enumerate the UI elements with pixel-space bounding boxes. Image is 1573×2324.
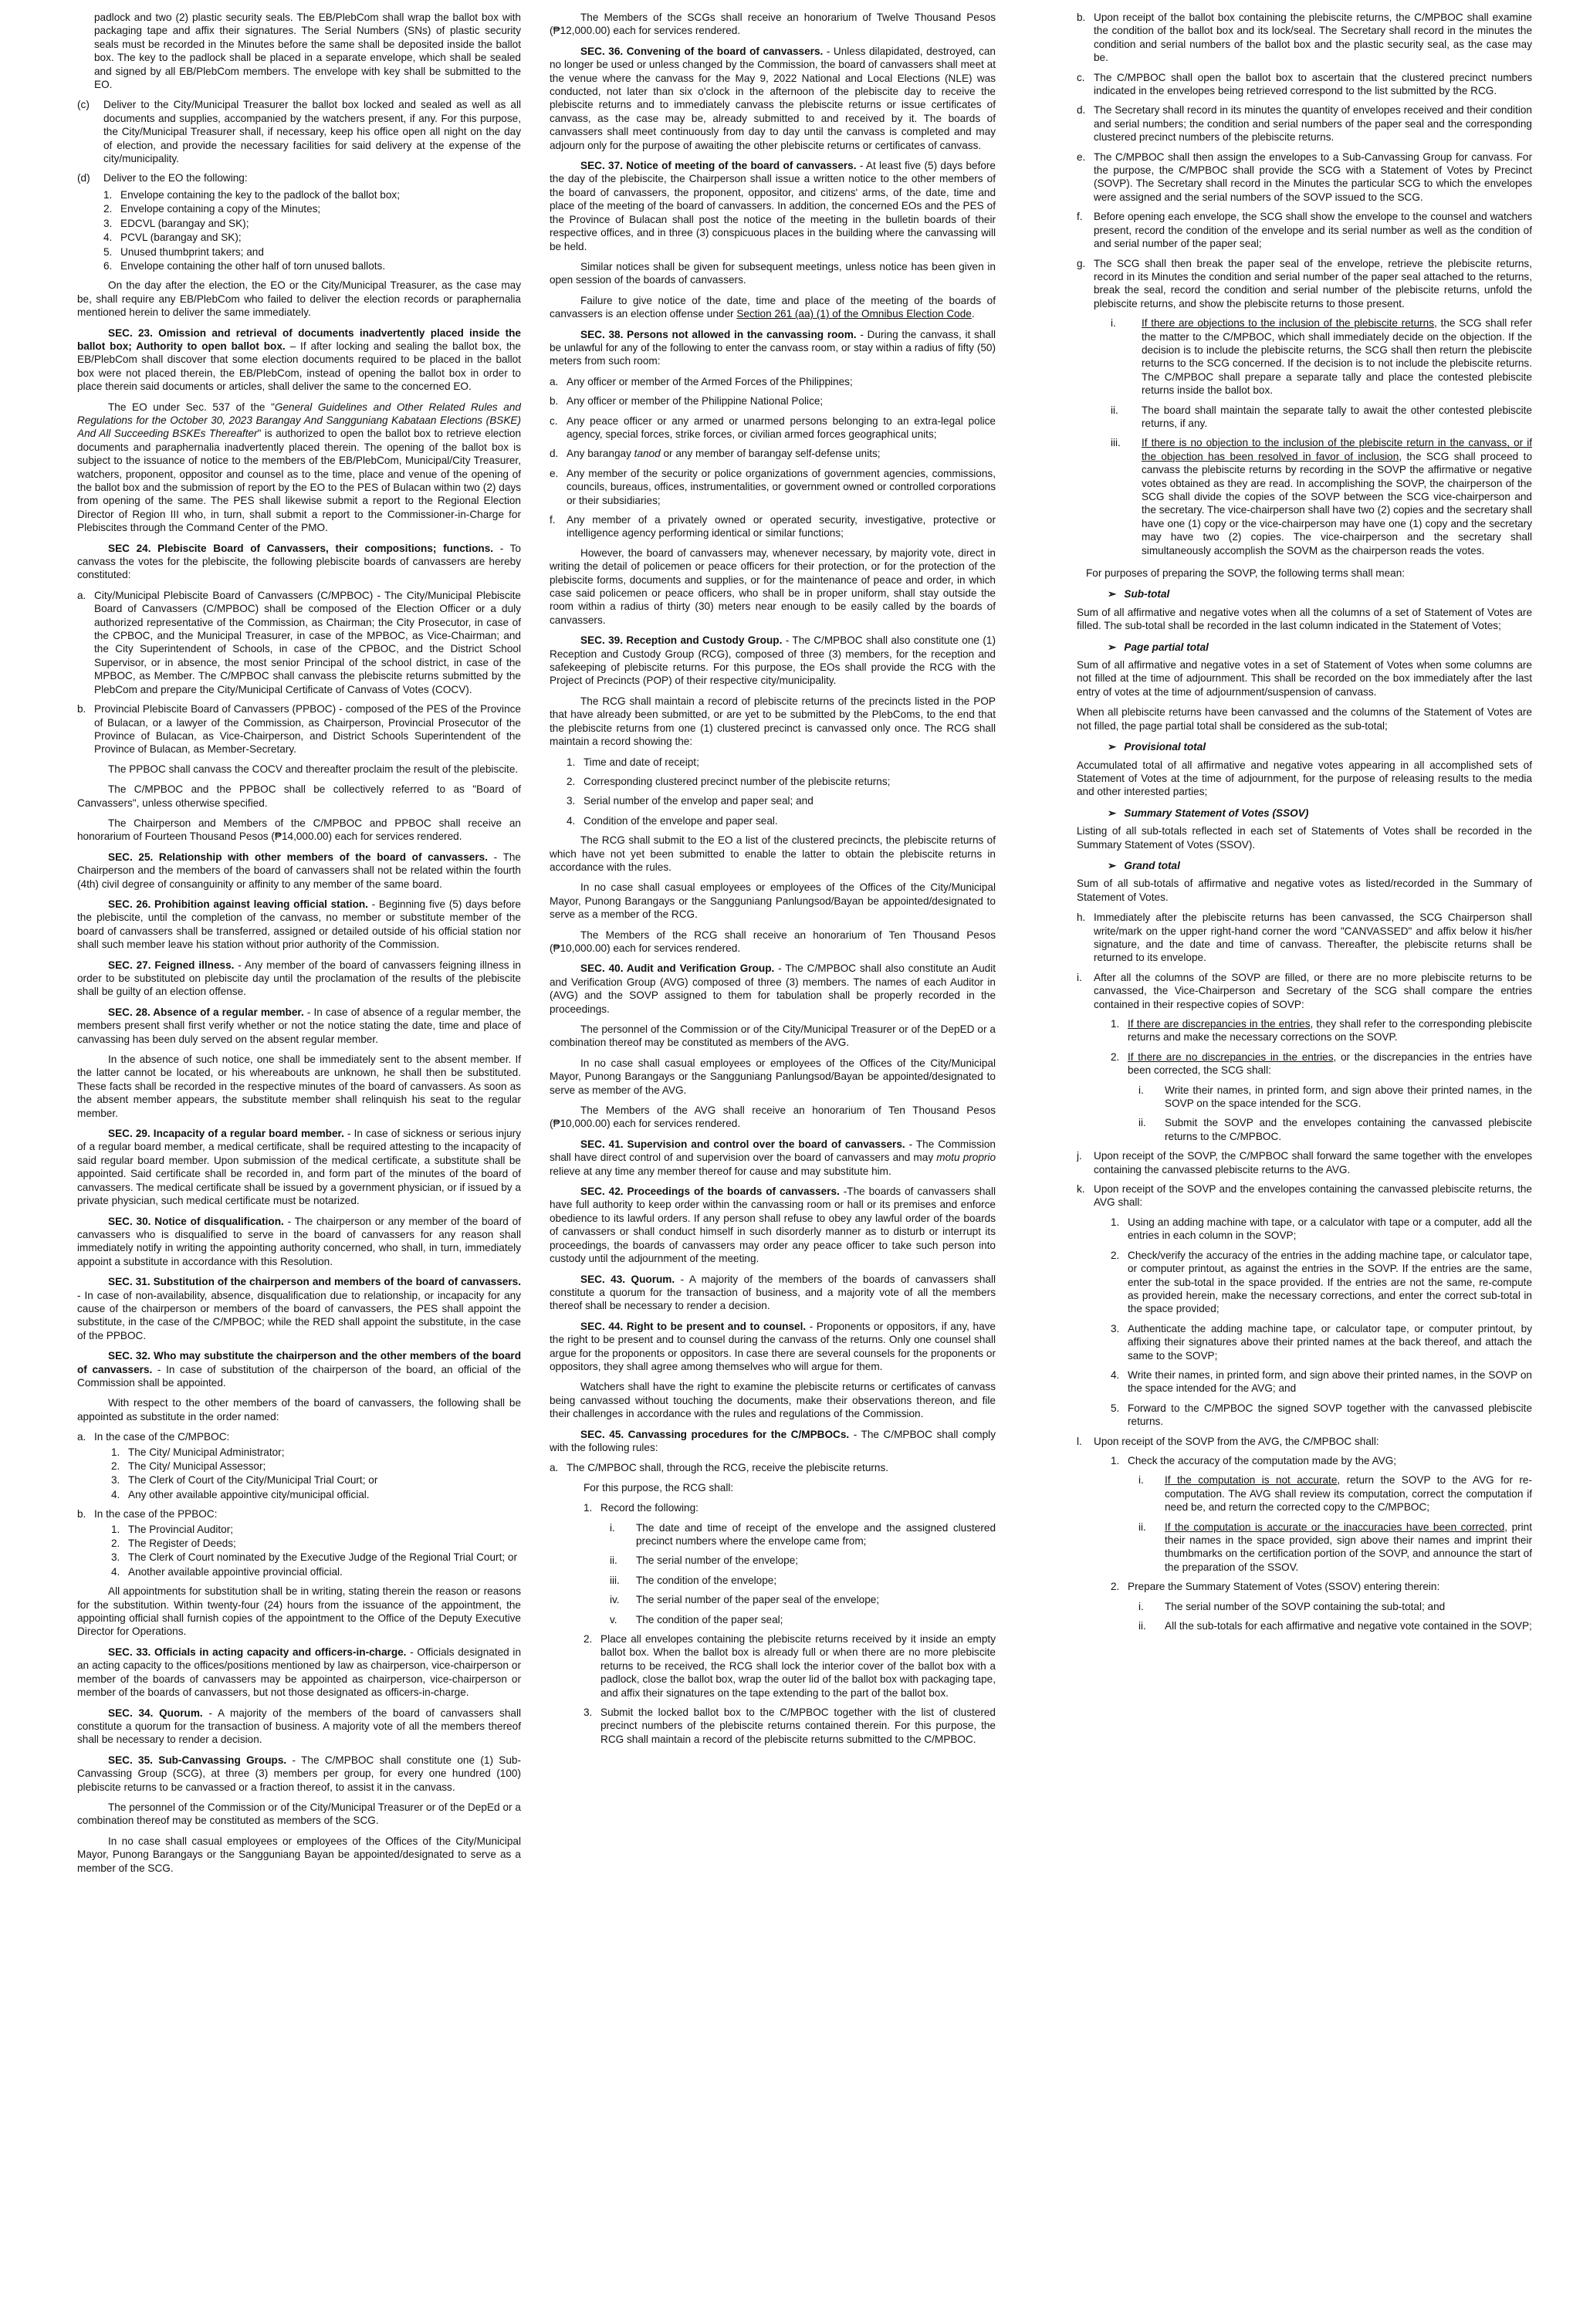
substitute-list-cmpboc	[111, 1446, 521, 1502]
list-item: 2. If there are no discrepancies in the entries, or the discrepancies in the entries have been corrected, the SCG shall:	[1111, 1050, 1532, 1077]
paragraph: padlock and two (2) plastic security seals. The EB/PlebCom shall wrap the ballot box with packaging tape and affix their signatures. The Serial Numbers (SNs) of plastic security seals must be recorded in the Minutes before the same shall be deposited inside the ballot box. The key to the padlock shall be placed in a separate envelope, which shall be sealed and signed by all EB/PlebCom members. The envelope with key shall be submitted to the EO.	[94, 12, 521, 91]
term-definition: Sum of all affirmative and negative votes when all the columns of a set of Statement of Votes are filled. The sub-total shall be recorded in the last column indicated in the Statement of Votes;	[1077, 606, 1532, 632]
list-item: 3. Authenticate the adding machine tape, or calculator tape, or computer printout, by affixing their signatures above their printed names at the back thereof, and attach the same to the SOVP;	[1111, 1322, 1532, 1362]
list-item: f. Any member of a privately owned or operated security, investigative, protective or intelligence agency performing identical or similar functions;	[550, 514, 996, 540]
list-item: 1. Check the accuracy of the computation made by the AVG;	[1111, 1454, 1397, 1466]
section-25: SEC. 25. Relationship with other members of the board of canvassers. - The Chairperson and the members of the board of canvassers shall not be related within the fourth (4th) civil degree of consanguinity or affinity to any member of the same board.	[77, 851, 521, 890]
list-item: d. The Secretary shall record in its minutes the quantity of envelopes received and their condition and serial numbers; the condition and serial numbers of the paper seal and the corresponding clustered precinct numbers of the plebiscite returns.	[1077, 104, 1532, 144]
list-item: e. The C/MPBOC shall then assign the envelopes to a Sub-Canvassing Group for canvass. For the purpose, the C/MPBOC shall provide the SCG with a Statement of Votes by Precinct (SOVP). The Secretary shall record in the Minutes the particular SCG to which the envelopes were assigned and the serial numbers of the SOVP issued to the SCG.	[1077, 151, 1532, 203]
section-24: SEC 24. Plebiscite Board of Canvassers, their compositions; functions. - To canvass the votes for the plebiscite, the following plebiscite boards of canvassers are hereby constituted:	[77, 542, 521, 581]
paragraph: In the absence of such notice, one shall be immediately sent to the absent member. If the latter cannot be located, or his whereabouts are unknown, he shall then be substituted. These facts shall be recorded in the respective minutes of the board of canvassers. As soon as the absent member appears, the substitute member shall relinquish his seat to the regular member.	[77, 1054, 521, 1119]
column-right	[1077, 11, 1532, 2316]
list-item: 4. Condition of the envelope and paper seal.	[567, 814, 778, 827]
section-38: SEC. 38. Persons not allowed in the canvassing room. - During the canvass, it shall be unlawful for any of the following to enter the canvass room, or stay within a radius of fifty (50) meters from such room:	[550, 328, 996, 367]
list-item: iii. If there is no objection to the inclusion of the plebiscite return in the canvass, or if the objection has been resolved in favor of inclusion, the SCG shall proceed to canvass the plebiscite returns by recording in the SOVP the affirmative or negative votes obtained as they are read. In accomplishing the SOVP, the chairperson of the SCG shall divide the copies of the SOVP between the SCG vice-chairperson and the secretary. The vice-chairperson shall have two (2) copies and the secretary shall have one (1) copy or the vice-chairperson may have one (1) copy and the secretary may have two (2) copies. The vice-chairperson and the secretary shall simultaneously accomplish the SOVM as the chairperson reads the votes.	[1111, 437, 1532, 556]
list-item: 4. Another available appointive provincial official.	[111, 1565, 343, 1578]
section-36: SEC. 36. Convening of the board of canvassers. - Unless dilapidated, destroyed, can no longer be used or unless changed by the Commission, the board of canvassers shall meet at the venue where the canvass for the May 9, 2022 National and Local Elections (NLE) was conducted, not later than six o'clock in the afternoon of the plebiscite day to receive the plebiscite returns and to immediately canvass the plebiscite returns or issue certificates of canvass, as the case may be, already submitted to and received by it. The boards of canvassers shall meet continuously from day to day until the canvass is completed and may adjourn only for the purpose of awaiting the other plebiscite returns or certificates of canvass.	[550, 45, 996, 151]
paragraph: The Members of the AVG shall receive an honorarium of Ten Thousand Pesos (₱10,000.00) each for services rendered.	[550, 1104, 996, 1130]
list-item: i. The date and time of receipt of the envelope and the assigned clustered precinct numbers where the envelope came from;	[610, 1521, 996, 1547]
term-heading: ➢ Page partial total	[1108, 641, 1209, 653]
paragraph: In no case shall casual employees or employees of the Offices of the City/Municipal Mayor, Punong Barangays or the Sangguniang Panlungsod/Bayan be appointed/designated to serve as a member of the RCG.	[550, 881, 996, 921]
list-item: v. The condition of the paper seal;	[610, 1613, 783, 1625]
list-item: 3. Serial number of the envelop and paper seal; and	[567, 795, 814, 807]
paragraph: In no case shall casual employees or employees of the Offices of the City/Municipal Mayor, Punong Barangays or the Sangguniang Panlungsod/Bayan be appointed/designated to serve as member of the AVG.	[550, 1057, 996, 1096]
list-item: 2. Prepare the Summary Statement of Votes (SSOV) entering therein:	[1111, 1581, 1440, 1593]
column-left	[77, 11, 521, 2316]
list-item: c. The C/MPBOC shall open the ballot box to ascertain that the clustered precinct numbers indicated in the envelopes being retrieved correspond to the list submitted by the RCG.	[1077, 71, 1532, 97]
section-42: SEC. 42. Proceedings of the boards of canvassers. -The boards of canvassers shall have full authority to keep order within the canvassing room or hall or its premises and enforce obedience to its lawful orders. If any person shall refuse to obey any lawful order of the boards of canvassers or shall conduct himself in such disorderly manner as to disturb or interrupt its proceedings, the boards of canvassers may order any peace officer to take such person into custody until the adjournment of the meeting.	[550, 1186, 996, 1265]
term-definition: When all plebiscite returns have been canvassed and the columns of the Statement of Votes are not filled, the page partial total shall be considered as the sub-total;	[1077, 706, 1532, 732]
section-37: SEC. 37. Notice of meeting of the board of canvassers. - At least five (5) days before the day of the plebiscite, the Chairperson shall issue a written notice to the other members of the board of canvassers, the proponent, oppositor, and citizens' arms, of the date, time and place of the meeting of the board of canvassers. In addition, the concerned EOs and the PES of the Province of Bulacan shall post the notice of the meeting in the bulletin boards of their respective offices, and in three (3) conspicuous places in the building where the canvassing will be held.	[550, 160, 996, 252]
list-item: a. Any officer or member of the Armed Forces of the Philippines;	[550, 375, 853, 387]
list-item: a. City/Municipal Plebiscite Board of Canvassers (C/MPBOC) - The City/Municipal Plebiscite Board of Canvassers (C/MPBOC) shall be composed of the Election Officer or a duly authorized representative of the Commission, as Chairman; the City Prosecutor, in case of the CPBOC, and the Municipal Treasurer, in case of the MPBOC, as Vice-Chairman; and the City Superintendent of Schools, in case of the CPBOC, and the District School Supervisor, or in absence, the most senior Principal of the school district, in case of the MPBOC, as Member. The C/MPBOC shall canvass the plebiscite returns submitted by the PlebCom and prepare the City/Municipal Certificate of Canvass of Votes (COCV).	[77, 589, 521, 695]
list-item: i. Write their names, in printed form, and sign above their printed names, in the SOVP on the space intended for the SCG.	[1138, 1084, 1532, 1110]
column-middle	[550, 11, 996, 2316]
list-item: a. The C/MPBOC shall, through the RCG, receive the plebiscite returns.	[550, 1462, 889, 1474]
section-title: SEC 24. Plebiscite Board of Canvassers, their compositions; functions.	[108, 542, 494, 554]
paragraph: For purposes of preparing the SOVP, the following terms shall mean:	[1086, 567, 1406, 580]
section-34: SEC. 34. Quorum. - A majority of the members of the board of canvassers shall constitute a quorum for the transaction of business. A majority vote of all the members thereof shall be necessary to render a decision.	[77, 1707, 521, 1746]
list-item: b. Provincial Plebiscite Board of Canvassers (PPBOC) - composed of the PES of the Province of Bulacan, or a lawyer of the Commission, as Chairperson, Provincial Prosecutor of the Province of Bulacan, as Vice-Chairperson, and District Schools Superintendent of the Province of Bulacan, as Member-Secretary.	[77, 703, 521, 756]
list-item: i. If there are objections to the inclusion of the plebiscite returns, the SCG shall refer the matter to the C/MPBOC, which shall immediately decide on the objection. If the decision is to include the plebiscite returns, the SCG shall then return the plebiscite returns to the SCG concerned. If the decision is to not include the plebiscite returns. The C/MPBOC shall prepare a separate tally and place the contested plebiscite returns inside the ballot box.	[1111, 317, 1532, 397]
paragraph: Similar notices shall be given for subsequent meetings, unless notice has been given in open session of the boards of canvassers.	[550, 260, 996, 286]
section-30: SEC. 30. Notice of disqualification. - The chairperson or any member of the board of canvassers who is disqualified to serve in the board of canvassers for any reason shall immediately notify in writing the appointing authority concerned, who shall, in turn, immediately appoint a substitute in accordance with this Resolution.	[77, 1215, 521, 1267]
list-item: iii. The condition of the envelope;	[610, 1574, 777, 1586]
section-40: SEC. 40. Audit and Verification Group. - The C/MPBOC shall also constitute an Audit and Verification Group (AVG) composed of three (3) members. The names of each Auditor in (AVG) and the SOVP assigned to them for tabulation shall be properly recorded in the proceedings.	[550, 962, 996, 1015]
term-heading: ➢ Grand total	[1108, 859, 1180, 871]
term-definition: Accumulated total of all affirmative and negative votes appearing in all accomplished sets of Statement of Votes at the time of adjournment, for the purpose of releasing results to the media and other interested parties;	[1077, 759, 1532, 798]
paragraph: The Members of the SCGs shall receive an honorarium of Twelve Thousand Pesos (₱12,000.00) each for services rendered.	[550, 12, 996, 37]
list-item: 1. Using an adding machine with tape, or a calculator with tape or a computer, add all the entries in each column in the SOVP;	[1111, 1216, 1532, 1242]
term-definition: Sum of all affirmative and negative votes in a set of Statement of Votes when some columns are not filled at the time of adjournment. This shall be recorded on the box immediately after the last entry of votes at the time of adjournment/suspension of canvass.	[1077, 659, 1532, 698]
term-definition: Sum of all sub-totals of affirmative and negative votes as listed/recorded in the Summary of Statement of Votes.	[1077, 878, 1532, 903]
list-item: iv. The serial number of the paper seal of the envelope;	[610, 1594, 880, 1606]
list-item	[77, 171, 521, 184]
paragraph: The personnel of the Commission or of the City/Municipal Treasurer or of the DepEd or a combination thereof may be constituted as members of the SCG.	[77, 1801, 521, 1827]
paragraph: However, the board of canvassers may, whenever necessary, by majority vote, direct in writing the detail of policemen or peace officers for their protection, or for the protection of the plebiscite forms, documents and supplies, or for the maintenance of peace and order, in which case said policemen or peace officers, who shall be in proper uniform, shall stay outside the room within a radius of thirty (30) meters near enough to be easily called by the boards of canvassers.	[550, 546, 996, 626]
section-29: SEC. 29. Incapacity of a regular board member. - In case of sickness or serious injury of a regular board member, a medical certificate, shall be required attesting to the incapacity of said regular board member. Upon submission of the medical certificate, a substitute shall be appointed. Said certificate shall be recorded in, and form part of the minutes of the board of canvassers. The medical certificate shall be issued by a government physician, or if issued by a private physician, such medical certificate must be notarized.	[77, 1128, 521, 1207]
arrow-bullet-icon: ➢	[1108, 859, 1117, 871]
section-28: SEC. 28. Absence of a regular member. - In case of absence of a regular member, the members present shall first verify whether or not the notice stating the date, time and place of canvassing has been duly served on the absent regular member.	[77, 1006, 521, 1045]
term-heading: ➢ Provisional total	[1108, 741, 1206, 753]
list-item: b. Any officer or member of the Philippine National Police;	[550, 395, 824, 408]
section-31: SEC. 31. Substitution of the chairperson and members of the board of canvassers. - In case of non-availability, absence, disqualification due to relationship, or incapacity for any cause of the chairperson or members of the board of canvassers, the PES shall appoint the substitute, in the case of the C/MPBOC; while the RED shall appoint the substitute, in the case of the PPBOC.	[77, 1276, 521, 1341]
list-item: 1. The Provincial Auditor;	[111, 1523, 234, 1535]
section-23: SEC. 23. Omission and retrieval of documents inadvertently placed inside the ballot box; Authority to open ballot box. – If after locking and sealing the ballot box, the EB/PlebCom shall discover that some election documents required to be placed in the ballot box were not placed therein, the EB/PlebCom, instead of opening the ballot box in order to place therein said documents or articles, shall deliver the same to the concerned EO.	[77, 326, 521, 393]
paragraph: The Members of the RCG shall receive an honorarium of Ten Thousand Pesos (₱10,000.00) each for services rendered.	[550, 929, 996, 954]
paragraph: Watchers shall have the right to examine the plebiscite returns or certificates of canvass being canvassed without touching the documents, make their observations thereon, and file their challenges in accordance with the rules and regulations of the Commission.	[550, 1381, 996, 1420]
paragraph: For this purpose, the RCG shall:	[584, 1481, 734, 1494]
section-27: SEC. 27. Feigned illness. - Any member of the board of canvassers feigning illness in order to be substituted on plebiscite day until the proclamation of the results of the plebiscite shall be guilty of an election offense.	[77, 959, 521, 998]
list-item: 4. PCVL (barangay and SK);	[103, 232, 242, 244]
section-title: SEC. 23. Omission and retrieval of documents inadvertently placed inside the ballot box; Authority to open ballot box.	[77, 326, 521, 352]
item-marker: (c)	[77, 99, 90, 111]
list-item: b. Upon receipt of the ballot box containing the plebiscite returns, the C/MPBOC shall examine the condition of the ballot box and its lock/seal. The Secretary shall record in the minutes the condition and serial numbers of the ballot box and the plastic security seal, as the case may be.	[1077, 12, 1532, 64]
list-item: b. In the case of the PPBOC:	[77, 1508, 218, 1521]
section-35: SEC. 35. Sub-Canvassing Groups. - The C/MPBOC shall constitute one (1) Sub-Canvassing Group (SCG), at three (3) members per group, for every one hundred (100) plebiscite returns to be canvassed or a fraction thereof, to assist it in the canvass.	[77, 1754, 521, 1793]
list-item: j. Upon receipt of the SOVP, the C/MPBOC shall forward the same together with the envelopes containing the canvassed plebiscite returns to the AVG.	[1077, 1150, 1532, 1176]
section-39: SEC. 39. Reception and Custody Group. - The C/MPBOC shall also constitute one (1) Reception and Custody Group (RCG), composed of three (3) members, for the reception and safekeeping of plebiscite returns. For this purpose, the EOs shall provide the RCG with the Project of Precincts (POP) of their respective city/municipality.	[550, 634, 996, 687]
section-45: SEC. 45. Canvassing procedures for the C/MPBOCs. - The C/MPBOC shall comply with the following rules:	[550, 1428, 996, 1453]
item-text: Deliver to the City/Municipal Treasurer the ballot box locked and sealed as well as all documents and supplies, accompanied by the watchers present, if any. For this purpose, the City/Municipal Treasurer shall, if necessary, keep his office open all night on the day of election, and provide the necessary facilities for said delivery at the expense of the city/municipality.	[103, 99, 521, 165]
list-item: f. Before opening each envelope, the SCG shall show the envelope to the counsel and watchers present, record the condition of the envelope and its serial number as well as the condition of and serial number of the paper seal;	[1077, 211, 1532, 250]
substitute-list-ppboc	[111, 1523, 521, 1579]
paragraph: With respect to the other members of the board of canvassers, the following shall be appointed as substitute in the order named:	[77, 1397, 521, 1422]
list-item: 2. The Register of Deeds;	[111, 1537, 236, 1550]
list-item: g. The SCG shall then break the paper seal of the envelope, retrieve the plebiscite returns, record in its Minutes the condition and serial number of the paper seal attached to the returns, break the seal, record the condition and serial number of the plebiscite returns, unfold the plebiscite returns, and show the plebiscite returns to those present.	[1077, 257, 1532, 310]
list-item: 2. The City/ Municipal Assessor;	[111, 1460, 266, 1472]
term-heading: ➢ Sub-total	[1108, 588, 1170, 600]
list-item: k. Upon receipt of the SOVP and the envelopes containing the canvassed plebiscite returns, the AVG shall:	[1077, 1183, 1532, 1209]
avg-steps-list	[1111, 1216, 1532, 1429]
list-item: 1. The City/ Municipal Administrator;	[111, 1446, 285, 1458]
list-item: ii. Submit the SOVP and the envelopes containing the canvassed plebiscite returns to the C/MPBOC.	[1138, 1117, 1532, 1142]
delivery-list	[103, 188, 521, 272]
list-item: 1. Time and date of receipt;	[567, 756, 699, 768]
list-item: c. Any peace officer or any armed or unarmed persons belonging to an extra-legal police agency, special forces, strike forces, or civilian armed forces geographical units;	[550, 414, 996, 440]
paragraph: The C/MPBOC and the PPBOC shall be collectively referred to as "Board of Canvassers", unless otherwise specified.	[77, 783, 521, 809]
list-item: 1. Envelope containing the key to the padlock of the ballot box;	[103, 188, 400, 201]
list-item: 2. Check/verify the accuracy of the entries in the adding machine tape, or calculator tape, or computer printout, as against the entries in the SOVP. If the entries are the same, enter the sub-total in the space provided. If the entries are not the same, re-compute as provided herein, make the necessary corrections, and enter the correct sub-total in the space provided;	[1111, 1249, 1532, 1315]
paragraph: The personnel of the Commission or of the City/Municipal Treasurer or of the DepED or a combination thereof may be constituted as members of the AVG.	[550, 1023, 996, 1049]
section-43: SEC. 43. Quorum. - A majority of the members of the boards of canvassers shall constitute a quorum for the transaction of business, and a majority vote of all the members thereof shall be necessary to render a decision.	[550, 1273, 996, 1312]
list-item: 1. If there are discrepancies in the entries, they shall refer to the corresponding plebiscite returns and make the necessary corrections on the SOVP.	[1111, 1018, 1532, 1044]
list-item: h. Immediately after the plebiscite returns has been canvassed, the SCG Chairperson shall write/mark on the upper right-hand corner the word "CANVASSED" and affix below it his/her signature, and the date and time of canvass. Thereafter, the plebiscite returns shall be returned to its envelope.	[1077, 912, 1532, 964]
list-item: 2. Corresponding clustered precinct number of the plebiscite returns;	[567, 775, 891, 787]
arrow-bullet-icon: ➢	[1108, 641, 1117, 653]
list-item: 2. Place all envelopes containing the plebiscite returns received by it inside an empty ballot box. When the ballot box is already full or when there are no more plebiscite returns to be received, the RCG shall lock the interior cover of the ballot box with a padlock, close the ballot box, wrap the outer lid of the ballot box with packaging tape, and affix their signatures on the tape extending to the part of the ballot box.	[584, 1633, 996, 1699]
arrow-bullet-icon: ➢	[1108, 741, 1117, 753]
item-text: Deliver to the EO the following:	[103, 172, 248, 184]
list-item: 2. Envelope containing a copy of the Minutes;	[103, 203, 321, 215]
term-definition: Listing of all sub-totals reflected in each set of Statements of Votes shall be recorded in the Summary Statement of Votes (SSOV).	[1077, 825, 1532, 851]
list-item: 3. EDCVL (barangay and SK);	[103, 217, 249, 229]
arrow-bullet-icon: ➢	[1108, 588, 1117, 600]
item-marker: (d)	[77, 172, 90, 184]
section-33: SEC. 33. Officials in acting capacity and officers-in-charge. - Officials designated in an acting capacity to the offices/positions mentioned by law as chairperson, vice-chairperson or member of the boards of canvassers may be appointed as chairperson, vice-chairperson or member of the boards of canvassers, but not those designated as officers-in-charge.	[77, 1646, 521, 1699]
list-item: d. Any barangay tanod or any member of barangay self-defense units;	[550, 448, 881, 460]
paragraph: The RCG shall submit to the EO a list of the clustered precincts, the plebiscite returns of which have not yet been submitted to enable the latter to obtain the plebiscite returns in accordance with the rules.	[550, 834, 996, 873]
list-item: 1. Record the following:	[584, 1502, 699, 1514]
paragraph: On the day after the election, the EO or the City/Municipal Treasurer, as the case may be, shall require any EB/PlebCom who failed to deliver the election records or paraphernalia mentioned herein to deliver the same immediately.	[77, 279, 521, 319]
list-item: i. The serial number of the SOVP containing the sub-total; and	[1138, 1600, 1446, 1612]
arrow-bullet-icon: ➢	[1108, 807, 1117, 819]
list-item: 3. Submit the locked ballot box to the C/MPBOC together with the list of clustered precinct numbers of the plebiscite returns contained therein. For this purpose, the RCG shall maintain a record of the plebiscite returns submitted to the C/MPBOC.	[584, 1707, 996, 1745]
paragraph: Failure to give notice of the date, time and place of the meeting of the boards of canvassers is an election offense under Section 261 (aa) (1) of the Omnibus Election Code.	[550, 294, 996, 320]
list-item: ii. The serial number of the envelope;	[610, 1554, 799, 1567]
list-item: a. In the case of the C/MPBOC:	[77, 1431, 230, 1443]
list-item: 5. Unused thumbprint takers; and	[103, 245, 264, 258]
list-item: i. If the computation is not accurate, return the SOVP to the AVG for re-computation. The AVG shall review its computation, correct the computation if need be, and return the corrected copy to the C/MPBOC;	[1138, 1474, 1532, 1514]
section-41: SEC. 41. Supervision and control over the board of canvassers. - The Commission shall have direct control of and supervision over the board of canvassers and may motu proprio relieve at any time any member thereof for cause and may substitute him.	[550, 1138, 996, 1177]
term-heading: ➢ Summary Statement of Votes (SSOV)	[1108, 807, 1309, 819]
section-26: SEC. 26. Prohibition against leaving official station. - Beginning five (5) days before the plebiscite, until the completion of the canvass, no member or substitute member of the board of canvassers shall be transferred, assigned or detailed outside of his official station nor shall such member leave his station without prior authority of the Commission.	[77, 898, 521, 951]
rcg-record-list	[567, 756, 996, 828]
section-44: SEC. 44. Right to be present and to counsel. - Proponents or oppositors, if any, have the right to be present and to counsel during the canvass of the returns. Only one counsel shall argue for the proponents or oppositors. In case there are several counsels for the proponents or oppositors, they shall agree among themselves who will argue for them.	[550, 1320, 996, 1372]
paragraph: The EO under Sec. 537 of the "General Guidelines and Other Related Rules and Regulations for the October 30, 2023 Barangay And Sangguniang Kabataan Elections (BSKE) And All Succeeding BSKEs Thereafter" is authorized to open the ballot box to retrieve election documents and paraphernalia inadvertently placed therein. The opening of the ballot box is subject to the issuance of notice to the members of the EB/PlebCom, Municipal/City Treasurer, watchers, proponent, oppositor and counsel as to the time, place and venue of the opening of the ballot box and the submission of report by the EO to the PES of Bulacan within two (2) days from opening of the same. The PES shall likewise submit a report to the Regional Election Director of Region III who, in turn, shall submit a report to the Commissioner-in-Charge for Plebiscites through the Command Center of the PMO.	[77, 401, 521, 534]
paragraph: All appointments for substitution shall be in writing, stating therein the reason or reasons for the substitution. Within twenty-four (24) hours from the issuance of the appointment, the appointing official shall furnish copies of the appointment to the Office of the Deputy Executive Director for Operations.	[77, 1585, 521, 1638]
list-item: 3. The Clerk of Court of the City/Municipal Trial Court; or	[111, 1474, 378, 1487]
list-item: 5. Forward to the C/MPBOC the signed SOVP together with the canvassed plebiscite returns.	[1111, 1402, 1532, 1428]
list-item: ii. The board shall maintain the separate tally to await the other contested plebiscite returns, if any.	[1111, 404, 1532, 429]
section-32: SEC. 32. Who may substitute the chairperson and the other members of the board of canvassers. - In case of substitution of the chairperson of the board, an official of the Commission shall be appointed.	[77, 1350, 521, 1389]
list-item: 4. Any other available appointive city/municipal official.	[111, 1488, 370, 1500]
paragraph: The Chairperson and Members of the C/MPBOC and PPBOC shall receive an honorarium of Fourteen Thousand Pesos (₱14,000.00) each for services rendered.	[77, 817, 521, 843]
paragraph: In no case shall casual employees or employees of the Offices of the City/Municipal Mayor, Punong Barangays or the Sangguniang Bayan be appointed/designated to serve as a member of the SCG.	[77, 1835, 521, 1874]
list-item: ii. If the computation is accurate or the inaccuracies have been corrected, print their names in the space provided, sign above their names and imprint their thumbmarks on the certification portion of the SOVP, and announce the start of the preparation of the SSOV.	[1138, 1521, 1532, 1573]
list-item: 4. Write their names, in printed form, and sign above their printed names, in the SOVP on the space intended for the AVG; and	[1111, 1368, 1532, 1395]
record-sublist	[610, 1521, 996, 1626]
list-item	[77, 98, 521, 165]
list-item: 6. Envelope containing the other half of torn unused ballots.	[103, 259, 386, 272]
list-item: l. Upon receipt of the SOVP from the AVG, the C/MPBOC shall:	[1077, 1435, 1379, 1447]
list-item: 3. The Clerk of Court nominated by the Executive Judge of the Regional Trial Court; or	[111, 1551, 517, 1564]
paragraph: The RCG shall maintain a record of plebiscite returns of the precincts listed in the POP that have already been submitted, or are yet to be submitted by the PlebComs, to the end that the plebiscite returns from one (1) clustered precinct is canvassed only once. The RCG shall maintain a record showing the:	[550, 695, 996, 748]
list-item: ii. All the sub-totals for each affirmative and negative vote contained in the SOVP;	[1138, 1620, 1532, 1632]
list-item: e. Any member of the security or police organizations of government agencies, commissions, councils, bureaus, offices, instrumentalities, or government owned or controlled corporations or their subsidiaries;	[550, 467, 996, 506]
list-item: i. After all the columns of the SOVP are filled, or there are no more plebiscite returns to be canvassed, the Vice-Chairperson and Secretary of the SCG shall compare the entries contained in their respective copies of SOVP:	[1077, 971, 1532, 1010]
paragraph: The PPBOC shall canvass the COCV and thereafter proclaim the result of the plebiscite.	[108, 763, 519, 775]
